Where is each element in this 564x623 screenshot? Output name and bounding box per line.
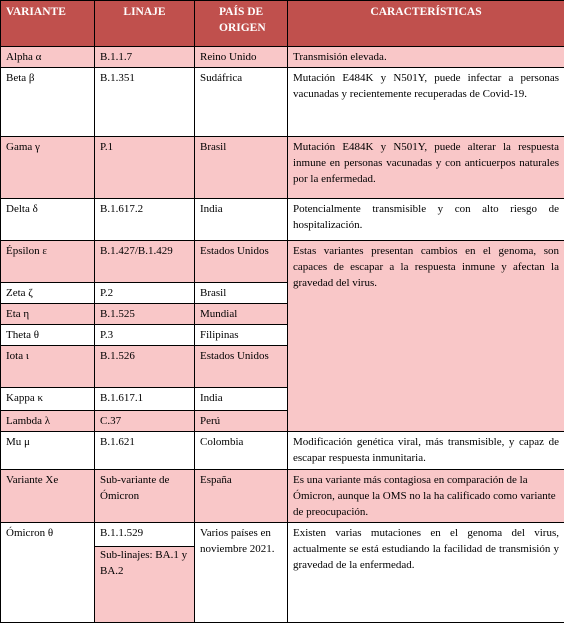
cell-variant: Zeta ζ bbox=[1, 282, 95, 303]
table-row bbox=[1, 47, 564, 68]
cell-lineage: B.1.617.2 bbox=[95, 199, 195, 240]
header-row bbox=[1, 1, 564, 47]
cell-country: Colombia bbox=[195, 431, 288, 469]
cell-features: Potencialmente transmisible y con alto riesgo de hospitalización. bbox=[288, 199, 564, 240]
cell-country: Reino Unido bbox=[195, 47, 288, 68]
cell-country: Filipinas bbox=[195, 325, 288, 346]
cell-country: Estados Unidos bbox=[195, 346, 288, 388]
cell-variant: Ómicron θ bbox=[1, 523, 95, 623]
cell-lineage: Sub-variante de Ómicron bbox=[95, 469, 195, 522]
cell-lineage: P.1 bbox=[95, 136, 195, 198]
table-row bbox=[1, 431, 564, 469]
cell-country: Perú bbox=[195, 410, 288, 431]
cell-lineage: B.1.427/B.1.429 bbox=[95, 240, 195, 282]
cell-country: Sudáfrica bbox=[195, 68, 288, 136]
cell-country: India bbox=[195, 388, 288, 410]
cell-lineage: P.2 bbox=[95, 282, 195, 303]
cell-lineage: B.1.351 bbox=[95, 68, 195, 136]
header-features: CARACTERÍSTICAS bbox=[288, 1, 564, 47]
cell-features-merged: Estas variantes presentan cambios en el genoma, son capaces de escapar a la respuesta inmune y afectan la gravedad del virus. bbox=[288, 240, 564, 431]
cell-lineage: B.1.617.1 bbox=[95, 388, 195, 410]
cell-variant: Variante Xe bbox=[1, 469, 95, 522]
cell-variant: Iota ι bbox=[1, 346, 95, 388]
cell-variant: Beta β bbox=[1, 68, 95, 136]
cell-lineage: C.37 bbox=[95, 410, 195, 431]
cell-features: Existen varias mutaciones en el genoma del virus, actualmente se está estudiando la facilidad de transmisión y gravedad de la enfermedad. bbox=[288, 523, 564, 623]
cell-variant: Theta θ bbox=[1, 325, 95, 346]
header-variant: VARIANTE bbox=[1, 1, 95, 47]
cell-lineage-sub: Sub-linajes: BA.1 y BA.2 bbox=[95, 547, 195, 623]
cell-features: Transmisión elevada. bbox=[288, 47, 564, 68]
table-row bbox=[1, 136, 564, 198]
header-country: PAÍS DE ORIGEN bbox=[195, 1, 288, 47]
cell-lineage: B.1.525 bbox=[95, 303, 195, 324]
table-row bbox=[1, 199, 564, 240]
cell-lineage: B.1.1.529 bbox=[95, 523, 195, 547]
cell-country: India bbox=[195, 199, 288, 240]
header-lineage: LINAJE bbox=[95, 1, 195, 47]
cell-variant: Alpha α bbox=[1, 47, 95, 68]
table-row bbox=[1, 469, 564, 522]
cell-variant: Épsilon ε bbox=[1, 240, 95, 282]
cell-country: Mundial bbox=[195, 303, 288, 324]
cell-country: Brasil bbox=[195, 282, 288, 303]
cell-country: España bbox=[195, 469, 288, 522]
cell-features: Mutación E484K y N501Y, puede alterar la respuesta inmune en personas vacunadas y con anticuerpos naturales por la enfermedad. bbox=[288, 136, 564, 198]
cell-features: Es una variante más contagiosa en comparación de la Ómicron, aunque la OMS no la ha calificado como variante de preocupación. bbox=[288, 469, 564, 522]
cell-variant: Eta η bbox=[1, 303, 95, 324]
cell-lineage: P.3 bbox=[95, 325, 195, 346]
cell-lineage: B.1.1.7 bbox=[95, 47, 195, 68]
cell-variant: Lambda λ bbox=[1, 410, 95, 431]
cell-variant: Mu μ bbox=[1, 431, 95, 469]
cell-country: Varios países en noviembre 2021. bbox=[195, 523, 288, 623]
cell-variant: Gama γ bbox=[1, 136, 95, 198]
table-row bbox=[1, 523, 564, 547]
cell-lineage: B.1.621 bbox=[95, 431, 195, 469]
cell-features: Modificación genética viral, más transmisible, y capaz de escapar respuesta inmunitaria. bbox=[288, 431, 564, 469]
cell-variant: Kappa κ bbox=[1, 388, 95, 410]
cell-country: Brasil bbox=[195, 136, 288, 198]
cell-features: Mutación E484K y N501Y, puede infectar a personas vacunadas y recientemente recuperadas de Covid-19. bbox=[288, 68, 564, 136]
cell-lineage: B.1.526 bbox=[95, 346, 195, 388]
cell-variant: Delta δ bbox=[1, 199, 95, 240]
table-row bbox=[1, 240, 564, 282]
table-row bbox=[1, 68, 564, 136]
cell-country: Estados Unidos bbox=[195, 240, 288, 282]
